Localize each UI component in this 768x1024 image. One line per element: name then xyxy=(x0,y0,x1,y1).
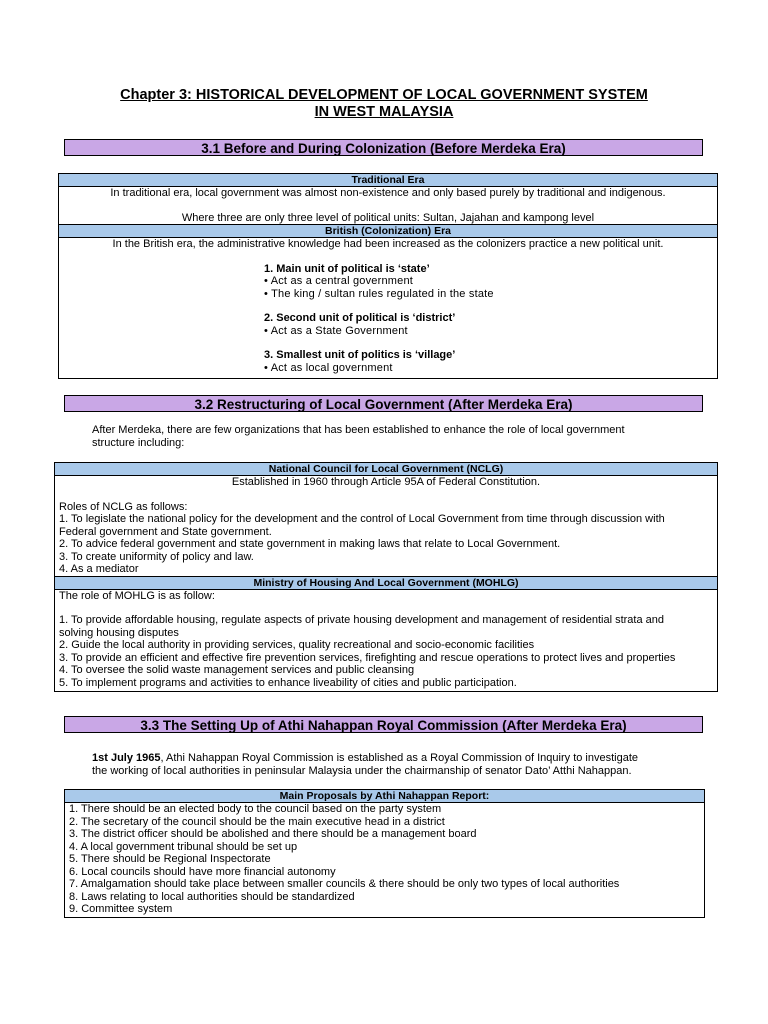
british-unit-1-title: 1. Main unit of political is ‘state’ xyxy=(264,262,430,275)
mohlg-role-1-line-1: 1. To provide affordable housing, regulate aspects of private housing development and management of residential strata and xyxy=(59,614,664,626)
nclg-role-4: 4. As a mediator xyxy=(59,563,139,575)
mohlg-role-4: 4. To oversee the solid waste management services and public cleansing xyxy=(59,664,415,676)
british-unit-2-point-1: • Act as a State Government xyxy=(264,324,408,337)
chapter-title-line-2: IN WEST MALAYSIA xyxy=(314,104,454,120)
section-3-2-intro-line-1: After Merdeka, there are few organizations that has been established to enhance the role of local government xyxy=(92,424,625,436)
era-table xyxy=(58,173,718,379)
nclg-roles-title: Roles of NCLG as follows: xyxy=(59,500,188,513)
proposal-item: 7. Amalgamation should take place between smaller councils & there should be only two types of local authorities xyxy=(69,878,620,890)
nclg-role-1-line-1: 1. To legislate the national policy for the development and the control of Local Government from time through discussion with xyxy=(59,513,665,525)
proposals-table xyxy=(64,789,705,918)
nclg-established: Established in 1960 through Article 95A of Federal Constitution. xyxy=(231,476,541,488)
section-heading-3-3: 3.3 The Setting Up of Athi Nahappan Royal Commission (After Merdeka Era) xyxy=(64,716,703,733)
commission-date: 1st July 1965 xyxy=(92,752,161,764)
british-unit-1-point-2: • The king / sultan rules regulated in the state xyxy=(264,287,494,300)
traditional-era-text-1: In traditional era, local government was almost non-existence and only based purely by traditional and indigenous. xyxy=(110,187,666,199)
proposals-list xyxy=(65,803,704,916)
section-heading-3-2: 3.2 Restructuring of Local Government (After Merdeka Era) xyxy=(64,395,703,412)
mohlg-header: Ministry of Housing And Local Government (MOHLG) xyxy=(55,576,717,590)
british-unit-3-point-1: • Act as local government xyxy=(264,361,393,374)
organizations-table xyxy=(54,462,718,692)
british-unit-2-title: 2. Second unit of political is ‘district’ xyxy=(264,312,456,324)
nclg-role-1-line-2: Federal government and State government. xyxy=(59,525,272,538)
mohlg-role-title: The role of MOHLG is as follow: xyxy=(59,589,215,602)
chapter-title xyxy=(80,87,688,121)
british-unit-3-title: 3. Smallest unit of politics is ‘village’ xyxy=(264,349,456,361)
british-era-intro: In the British era, the administrative knowledge had been increased as the colonizers practice a new political unit. xyxy=(112,238,664,250)
section-3-2-intro-line-2: structure including: xyxy=(92,436,185,449)
nclg-role-3: 3. To create uniformity of policy and law. xyxy=(59,550,254,563)
section-3-3-intro xyxy=(92,752,712,777)
mohlg-role-1-line-2: solving housing disputes xyxy=(59,626,179,639)
proposal-item: 2. The secretary of the council should be the main executive head in a district xyxy=(69,815,445,828)
section-heading-3-1: 3.1 Before and During Colonization (Before Merdeka Era) xyxy=(64,139,703,156)
british-units-list xyxy=(59,263,717,375)
mohlg-role-2: 2. Guide the local authority in providing services, quality recreational and socio-economic facilities xyxy=(59,639,535,651)
proposal-item: 1. There should be an elected body to the council based on the party system xyxy=(69,803,442,815)
chapter-title-line-1: Chapter 3: HISTORICAL DEVELOPMENT OF LOCAL GOVERNMENT SYSTEM xyxy=(120,87,648,103)
traditional-era-text-2: Where three are only three level of political units: Sultan, Jajahan and kampong level xyxy=(181,211,595,224)
nclg-roles-list xyxy=(55,501,717,576)
mohlg-role-3: 3. To provide an efficient and effective fire prevention services, firefighting and rescue operations to protect lives and properties xyxy=(59,651,676,664)
nclg-header: National Council for Local Government (NCLG) xyxy=(55,463,717,476)
traditional-era-header: Traditional Era xyxy=(59,174,717,187)
section-3-3-intro-line-2: the working of local authorities in peninsular Malaysia under the chairmanship of senator Dato’ Atthi Nahappan. xyxy=(92,764,632,777)
proposal-item: 3. The district officer should be abolished and there should be a management board xyxy=(69,828,477,840)
proposal-item: 5. There should be Regional Inspectorate xyxy=(69,853,271,865)
proposal-item: 4. A local government tribunal should be set up xyxy=(69,840,298,853)
mohlg-roles-list xyxy=(55,590,717,690)
proposal-item: 8. Laws relating to local authorities should be standardized xyxy=(69,890,355,903)
nclg-role-2: 2. To advice federal government and state government in making laws that relate to Local Government. xyxy=(59,538,561,550)
proposal-item: 9. Committee system xyxy=(69,903,173,915)
section-3-3-intro-line-1-text: , Athi Nahappan Royal Commission is established as a Royal Commission of Inquiry to investigate xyxy=(160,752,639,764)
section-3-3-intro-line-1 xyxy=(92,752,712,765)
proposals-header: Main Proposals by Athi Nahappan Report: xyxy=(65,790,704,803)
british-era-header: British (Colonization) Era xyxy=(59,224,717,238)
proposal-item: 6. Local councils should have more financial autonomy xyxy=(69,865,336,878)
mohlg-role-5: 5. To implement programs and activities to enhance liveability of cities and public participation. xyxy=(59,676,517,689)
british-unit-1-point-1: • Act as a central government xyxy=(264,275,414,287)
section-3-2-intro xyxy=(92,424,712,449)
